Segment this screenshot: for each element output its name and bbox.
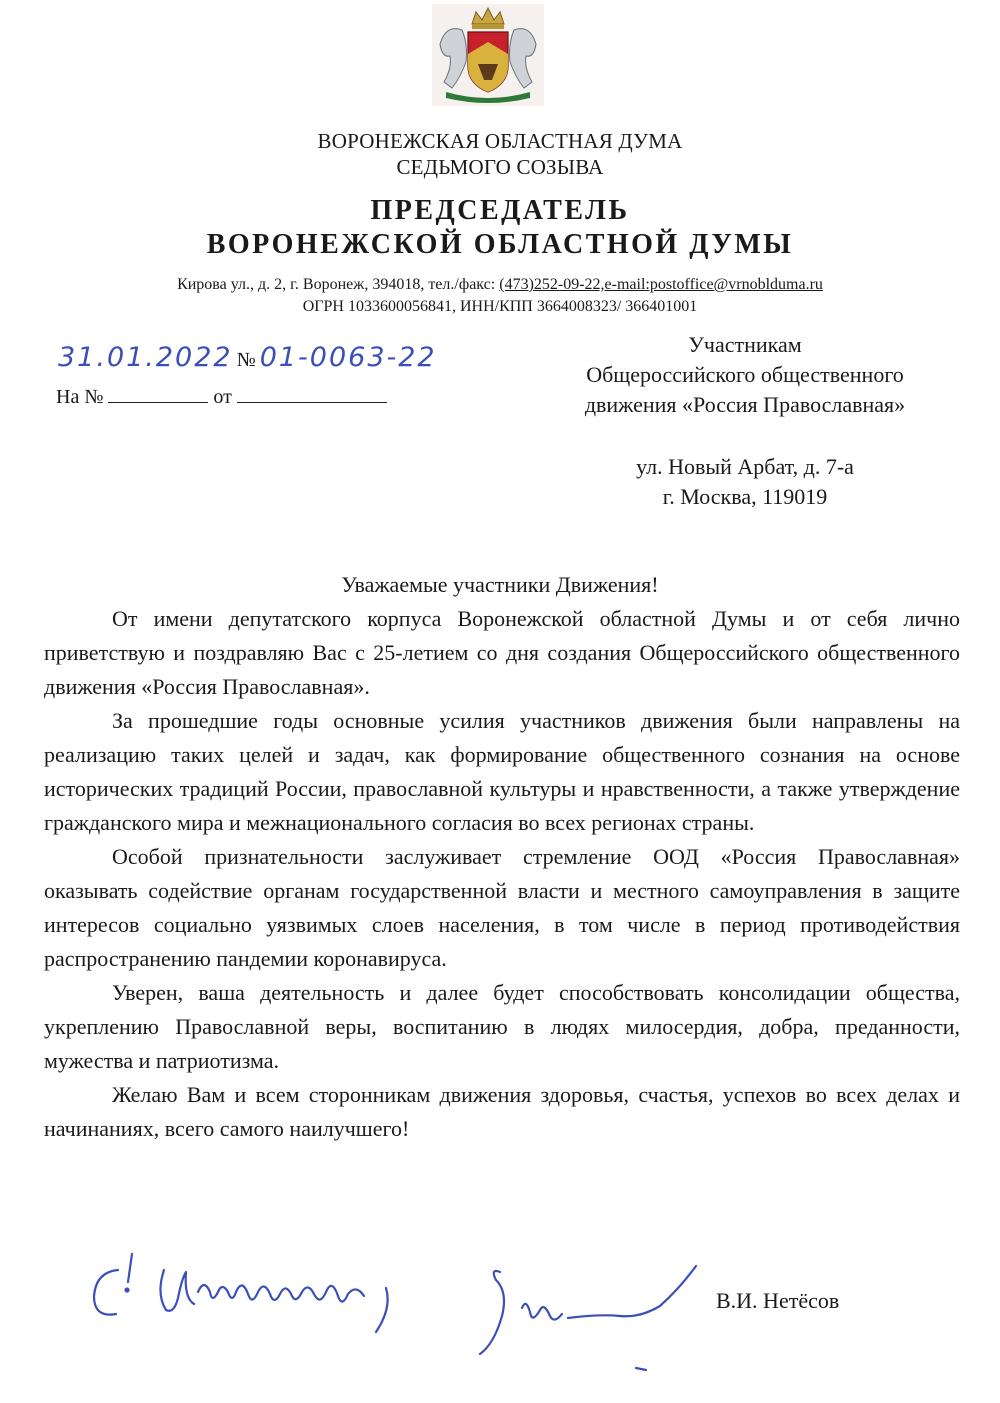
address-city: г. Москва, 119019 [662, 484, 828, 509]
contact-line [0, 274, 1000, 295]
handwritten-closing [86, 1248, 406, 1348]
coat-of-arms-icon [432, 4, 544, 106]
org-convocation: СЕДЬМОГО СОЗЫВА [396, 155, 604, 179]
org-name: ВОРОНЕЖСКАЯ ОБЛАСТНАЯ ДУМА [317, 129, 683, 153]
paragraph: Особой признательности заслуживает стремление ООД «Россия Православная» оказывать содействие органам государственной власти и местного самоуправления в защите интересов социально уязвимых слоев населения, в том числе в период противодействия распространению пандемии коронавируса. [44, 844, 960, 971]
reply-date-blank [237, 384, 387, 403]
paragraph: Уверен, ваша деятельность и далее будет способствовать консолидации общества, укреплению Православной веры, воспитанию в людях милосердия, добра, преданности, мужества и патриотизма. [44, 980, 960, 1073]
outgoing-reference [58, 342, 437, 373]
reply-label: На № [56, 386, 104, 408]
registration-line: ОГРН 1033600056841, ИНН/КПП 3664008323/ 366401001 [302, 298, 698, 315]
chairman-title: ПРЕДСЕДАТЕЛЬ [370, 195, 630, 226]
letter-body [44, 602, 960, 1146]
outgoing-number: 01-0063-22 [259, 342, 437, 373]
paragraph: Желаю Вам и всем сторонникам движения здоровья, счастья, успехов во всех делах и начинаниях, всего самого наилучшего! [44, 1082, 960, 1141]
signature-icon [460, 1258, 710, 1378]
recipient-address [560, 452, 930, 512]
recipient-block [530, 330, 960, 420]
recipient-line: движения «Россия Православная» [584, 392, 906, 417]
signer-name: В.И. Нетёсов [716, 1288, 840, 1313]
address-street: ул. Новый Арбат, д. 7-а [636, 454, 854, 479]
paragraph: От имени депутатского корпуса Воронежской областной Думы и от себя лично приветствую и поздравляю Вас с 25-летием со дня создания Общероссийского общественного движения «Россия Православная». [44, 606, 960, 699]
reply-from-label: от [213, 386, 232, 408]
paragraph: За прошедшие годы основные усилия участников движения были направлены на реализацию таких целей и задач, как формирование общественного сознания на основе исторических традиций России, православной культуры и нравственности, а также утверждение гражданского мира и межнационального согласия во всех регионах страны. [44, 708, 960, 835]
recipient-line: Общероссийского общественного [586, 362, 904, 387]
outgoing-date: 31.01.2022 [58, 342, 233, 373]
postal-address: Кирова ул., д. 2, г. Воронеж, 394018, тел./факс: [177, 276, 500, 293]
phone-email-link[interactable]: (473)252-09-22,e-mail:postoffice@vrnoblduma.ru [499, 276, 823, 293]
reply-reference [56, 384, 387, 409]
greeting: Уважаемые участники Движения! [341, 572, 659, 597]
duma-title: ВОРОНЕЖСКОЙ ОБЛАСТНОЙ ДУМЫ [206, 229, 794, 260]
reply-number-blank [108, 384, 208, 403]
number-sign: № [236, 349, 256, 371]
recipient-line: Участникам [688, 332, 802, 357]
